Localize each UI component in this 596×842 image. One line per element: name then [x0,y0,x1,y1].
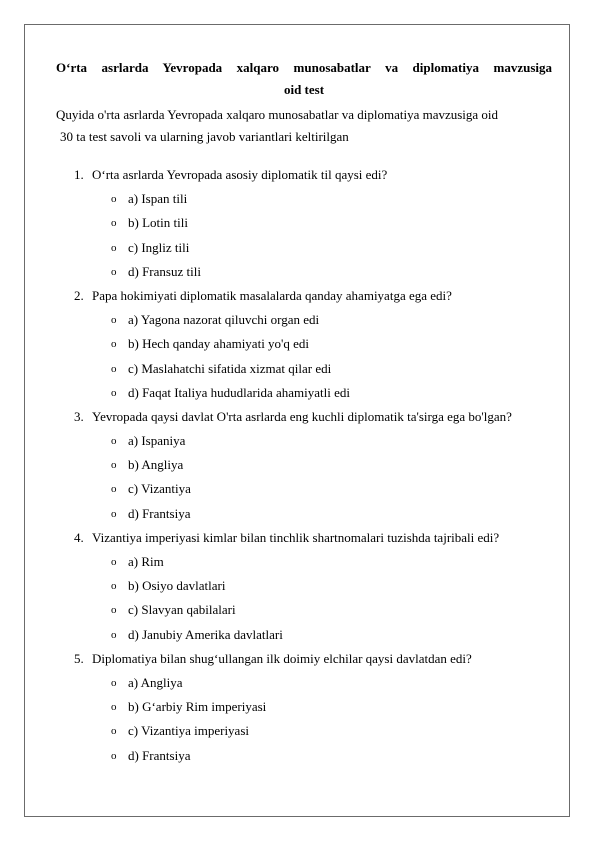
bullet-icon: o [111,241,117,254]
bullet-icon: o [111,580,117,593]
bullet-icon: o [111,507,117,520]
answer-option [0,671,596,695]
option-text: b) G‘arbiy Rim imperiyasi [128,699,267,715]
bullet-icon: o [111,701,117,714]
question-block [0,647,596,768]
answer-option [0,236,596,260]
bullet-icon: o [111,676,117,689]
question-text: Vizantiya imperiyasi kimlar bilan tinchlik shartnomalari tuzishda tajribali edi? [92,529,500,545]
option-text: c) Ingliz tili [128,239,190,255]
option-text: d) Fransuz tili [128,263,201,279]
question [0,647,596,671]
bullet-icon: o [111,386,117,399]
answer-option [0,308,596,332]
answer-option [0,453,596,477]
bullet-icon: o [111,265,117,278]
answer-option [0,623,596,647]
option-text: a) Angliya [128,674,183,690]
question-number: 4. [74,529,84,545]
bullet-icon: o [111,435,117,448]
answer-option [0,429,596,453]
answer-option [0,719,596,743]
question-list [0,163,596,768]
option-text: b) Lotin tili [128,215,188,231]
answer-option [0,574,596,598]
question-block [0,526,596,647]
question-block [0,405,596,526]
answer-option [0,381,596,405]
question [0,526,596,550]
answer-option [0,477,596,501]
question-text: O‘rta asrlarda Yevropada asosiy diplomatik til qaysi edi? [92,167,388,182]
bullet-icon: o [111,749,117,762]
option-text: d) Janubiy Amerika davlatlari [128,626,283,642]
bullet-icon: o [111,725,117,738]
option-text: c) Vizantiya [128,481,191,497]
answer-option [0,211,596,235]
bullet-icon: o [111,556,117,568]
question [0,405,596,429]
bullet-icon: o [111,193,117,206]
option-text: c) Maslahatchi sifatida xizmat qilar edi [128,360,332,376]
answer-option [0,187,596,211]
bullet-icon: o [111,459,117,472]
intro-line-1: Quyida o'rta asrlarda Yevropada xalqaro munosabatlar va diplomatiya mavzusiga oid [56,107,499,122]
question-number: 2. [74,287,84,303]
question-text: Diplomatiya bilan shug‘ullangan ilk doimiy elchilar qaysi davlatdan edi? [92,650,472,666]
page-title-continued: oid test [283,82,325,97]
answer-option [0,332,596,356]
bullet-icon: o [111,628,117,641]
bullet-icon: o [111,314,117,327]
question-text: Papa hokimiyati diplomatik masalalarda qanday ahamiyatga ega edi? [92,287,452,303]
answer-option [0,260,596,284]
bullet-icon: o [111,483,117,496]
bullet-icon: o [111,604,117,617]
option-text: b) Hech qanday ahamiyati yo'q edi [128,336,310,352]
intro-paragraph [56,104,498,148]
option-text: c) Vizantiya imperiyasi [128,723,249,739]
answer-option [0,502,596,526]
intro-line-2: 30 ta test savoli va ularning javob variantlari keltirilgan [60,129,349,144]
question-number: 5. [74,650,84,666]
question-block [0,163,596,284]
page-title: O‘rta asrlarda Yevropada xalqaro munosabatlar va diplomatiya mavzusiga [56,60,552,75]
question [0,284,596,308]
question-number: 3. [74,408,84,424]
answer-option [0,744,596,768]
bullet-icon: o [111,362,117,375]
option-text: d) Faqat Italiya hududlarida ahamiyatli edi [128,384,351,400]
option-text: a) Rim [128,554,164,569]
question-block [0,284,596,405]
option-text: d) Frantsiya [128,747,191,763]
option-text: c) Slavyan qabilalari [128,602,236,618]
option-text: b) Osiyo davlatlari [128,578,226,594]
question-text: Yevropada qaysi davlat O'rta asrlarda eng kuchli diplomatik ta'sirga ega bo'lgan? [92,408,512,424]
bullet-icon: o [111,217,117,230]
option-text: a) Ispan tili [128,191,188,207]
option-text: a) Yagona nazorat qiluvchi organ edi [128,312,320,328]
answer-option [0,550,596,574]
answer-option [0,695,596,719]
bullet-icon: o [111,338,117,351]
option-text: a) Ispaniya [128,433,186,449]
answer-option [0,357,596,381]
question-number: 1. [74,167,84,182]
question [0,163,596,187]
option-text: b) Angliya [128,457,184,473]
option-text: d) Frantsiya [128,505,191,521]
answer-option [0,598,596,622]
